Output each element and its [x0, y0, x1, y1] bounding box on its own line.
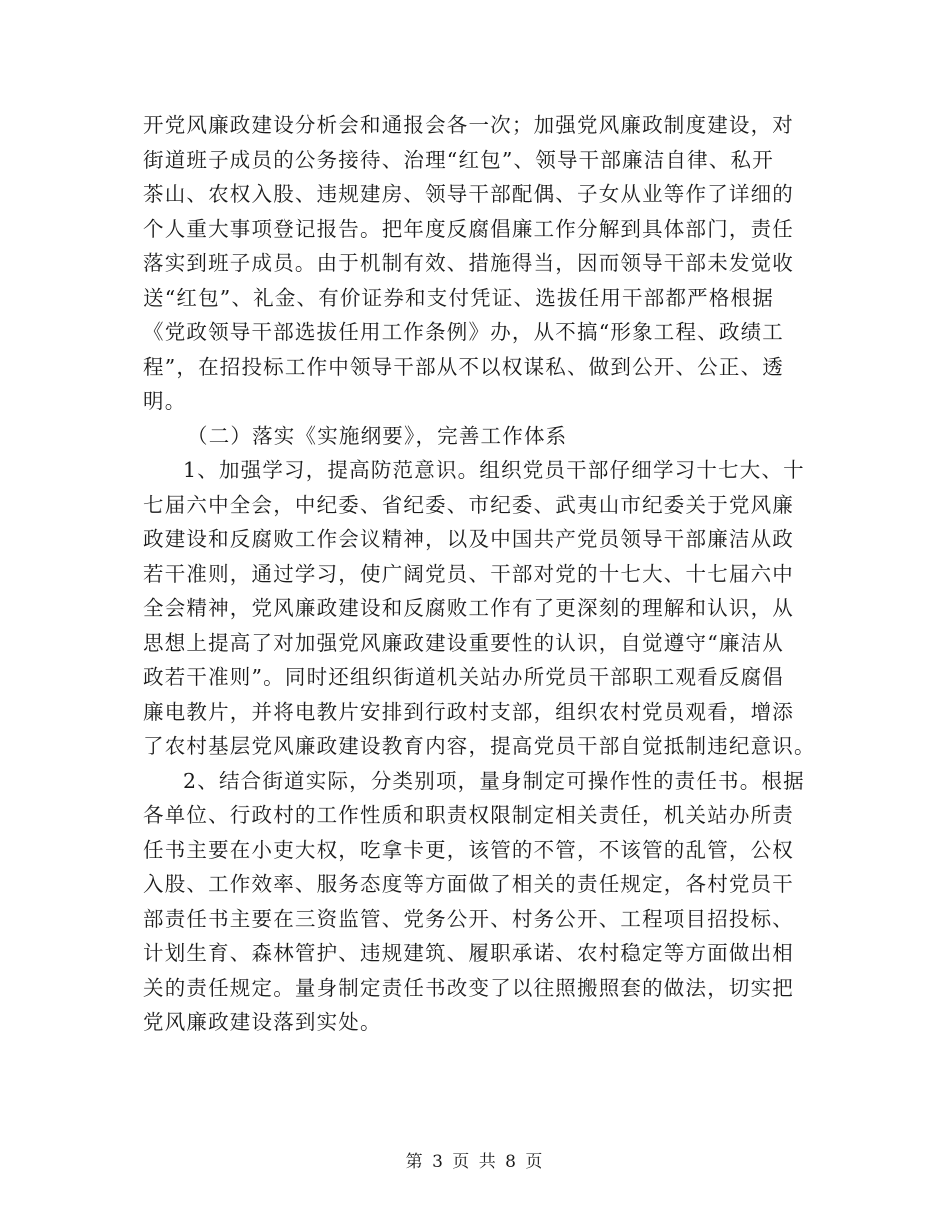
- text-line: 街道班子成员的公务接待、治理“红包”、领导干部廉洁自律、私开: [143, 147, 774, 172]
- text-line: 《党政领导干部选拔任用工作条例》办，从不搞“形象工程、政绩工: [143, 320, 784, 344]
- text-line: 入股、工作效率、服务态度等方面做了相关的责任规定，各村党员干: [143, 872, 794, 896]
- text-line: 若干准则，通过学习，使广阔党员、干部对党的十七大、十七届六中: [143, 561, 794, 586]
- text-line: 党风廉政建设落到实处。: [143, 1010, 382, 1034]
- text-line: 了农村基层党风廉政建设教育内容，提高党员干部自觉抵制违纪意识。: [143, 734, 816, 758]
- text-line: 开党风廉政建设分析会和通报会各一次；加强党风廉政制度建设，对: [143, 113, 794, 137]
- text-line: 各单位、行政村的工作性质和职责权限制定相关责任，机关站办所责: [143, 803, 794, 827]
- text-line: 部责任书主要在三资监管、党务公开、村务公开、工程项目招投标、: [143, 906, 794, 931]
- text-line: 廉电教片，并将电教片安排到行政村支部，组织农村党员观看，增添: [143, 699, 794, 724]
- section-heading: （二）落实《实施纲要》，完善工作体系: [187, 423, 568, 448]
- text-line: 落实到班子成员。由于机制有效、措施得当，因而领导干部未发觉收: [143, 251, 794, 275]
- text-line: 计划生育、森林管护、违规建筑、履职承诺、农村稳定等方面做出相: [143, 941, 794, 965]
- text-line: 思想上提高了对加强党风廉政建设重要性的认识，自觉遵守“廉洁从: [143, 630, 784, 655]
- text-line: 全会精神，党风廉政建设和反腐败工作有了更深刻的理解和认识，从: [143, 596, 794, 620]
- paragraph-first-line: 1、加强学习，提高防范意识。组织党员干部仔细学习十七大、十: [183, 458, 805, 482]
- text-line: 个人重大事项登记报告。把年度反腐倡廉工作分解到具体部门，责任: [143, 216, 794, 241]
- text-line: 政若干准则”。同时还组织街道机关站办所党员干部职工观看反腐倡: [143, 665, 784, 689]
- text-line: 政建设和反腐败工作会议精神，以及中国共产党员领导干部廉洁从政: [143, 527, 794, 551]
- document-body: [143, 108, 816, 1040]
- text-line: 任书主要在小吏大权，吃拿卡更，该管的不管，不该管的乱管，公权: [143, 837, 794, 862]
- text-line: 七届六中全会，中纪委、省纪委、市纪委、武夷山市纪委关于党风廉: [143, 492, 794, 517]
- text-line: 送“红包”、礼金、有价证券和支付凭证、选拔任用干部都严格根据: [143, 285, 774, 310]
- page-number-footer: 第 3 页 共 8 页: [405, 1152, 545, 1172]
- text-line: 明。: [143, 389, 187, 413]
- text-line: 程”，在招投标工作中领导干部从不以权谋私、做到公开、公正、透: [143, 354, 784, 379]
- text-line: 茶山、农权入股、违规建房、领导干部配偶、子女从业等作了详细的: [143, 182, 794, 206]
- text-line: 关的责任规定。量身制定责任书改变了以往照搬照套的做法，切实把: [143, 975, 794, 1000]
- paragraph-first-line: 2、结合街道实际，分类别项，量身制定可操作性的责任书。根据: [183, 768, 805, 793]
